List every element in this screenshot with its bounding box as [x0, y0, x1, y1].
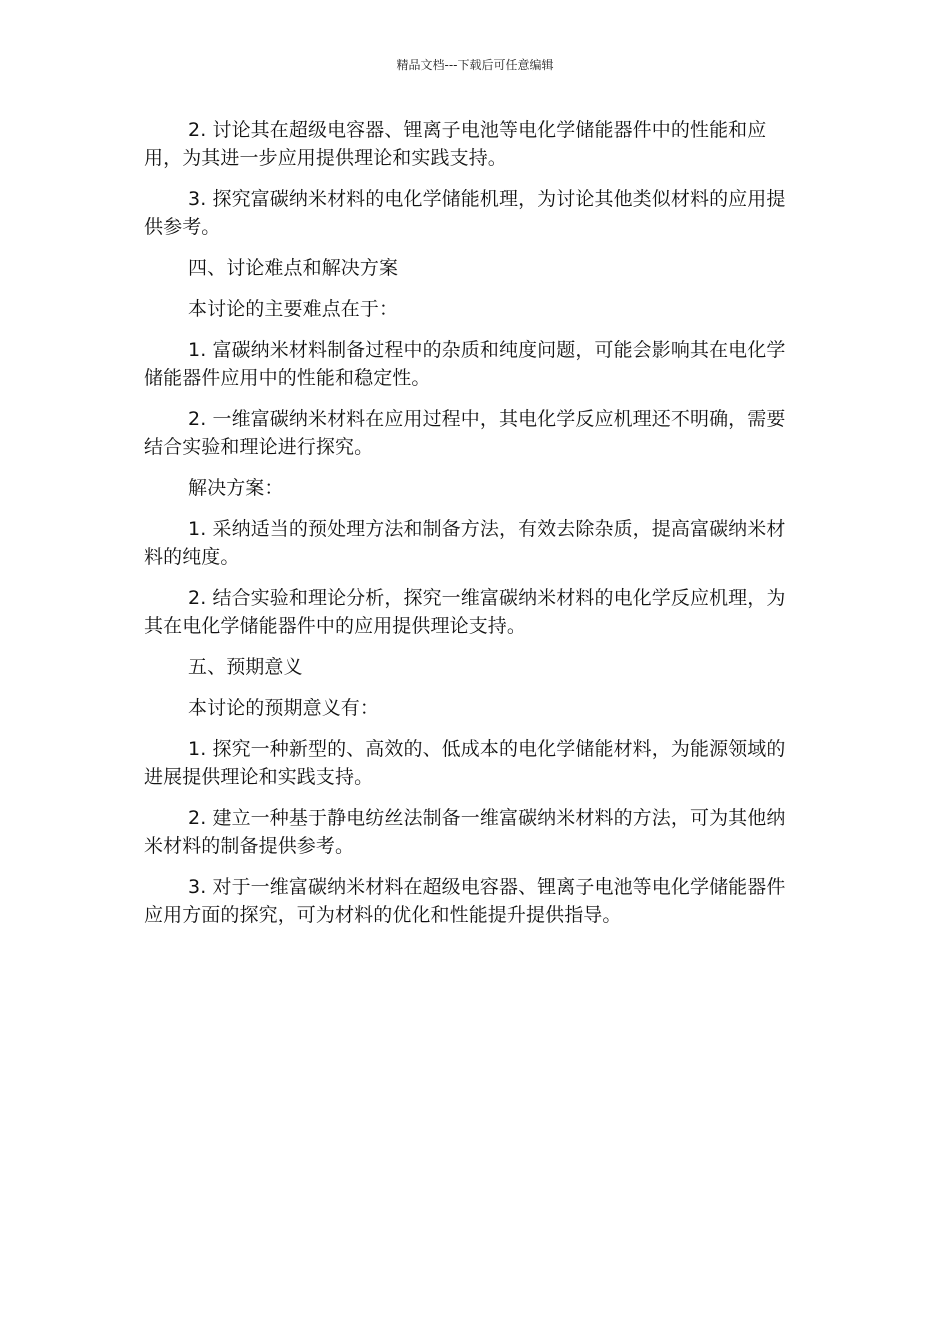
document-body — [144, 116, 804, 942]
paragraph-significance-intro: 本讨论的预期意义有： — [188, 697, 380, 719]
paragraph-difficulty-2: 2. 一维富碳纳米材料在应用过程中，其电化学反应机理还不明确，需要结合实验和理论进行探究。 — [144, 408, 786, 458]
paragraph-objective-2: 2. 讨论其在超级电容器、锂离子电池等电化学储能器件中的性能和应用，为其进一步应用提供理论和实践支持。 — [144, 119, 767, 169]
paragraph-difficulty-1: 1. 富碳纳米材料制备过程中的杂质和纯度问题，可能会影响其在电化学储能器件应用中的性能和稳定性。 — [144, 339, 786, 389]
page-header: 精品文档---下载后可任意编辑 — [396, 58, 554, 72]
paragraph-solutions-intro: 解决方案： — [188, 477, 284, 499]
paragraph-objective-3: 3. 探究富碳纳米材料的电化学储能机理，为讨论其他类似材料的应用提供参考。 — [144, 188, 786, 238]
paragraph-significance-3: 3. 对于一维富碳纳米材料在超级电容器、锂离子电池等电化学储能器件应用方面的探究，可为材料的优化和性能提升提供指导。 — [144, 876, 786, 926]
paragraph-difficulties-intro: 本讨论的主要难点在于： — [188, 298, 399, 320]
paragraph-significance-2: 2. 建立一种基于静电纺丝法制备一维富碳纳米材料的方法，可为其他纳米材料的制备提供参考。 — [144, 807, 786, 857]
section-heading-significance: 五、预期意义 — [188, 656, 303, 678]
paragraph-solution-2: 2. 结合实验和理论分析，探究一维富碳纳米材料的电化学反应机理，为其在电化学储能器件中的应用提供理论支持。 — [144, 587, 786, 637]
paragraph-solution-1: 1. 采纳适当的预处理方法和制备方法，有效去除杂质，提高富碳纳米材料的纯度。 — [144, 518, 786, 568]
section-heading-difficulties: 四、讨论难点和解决方案 — [188, 257, 399, 279]
paragraph-significance-1: 1. 探究一种新型的、高效的、低成本的电化学储能材料，为能源领域的进展提供理论和实践支持。 — [144, 738, 786, 788]
